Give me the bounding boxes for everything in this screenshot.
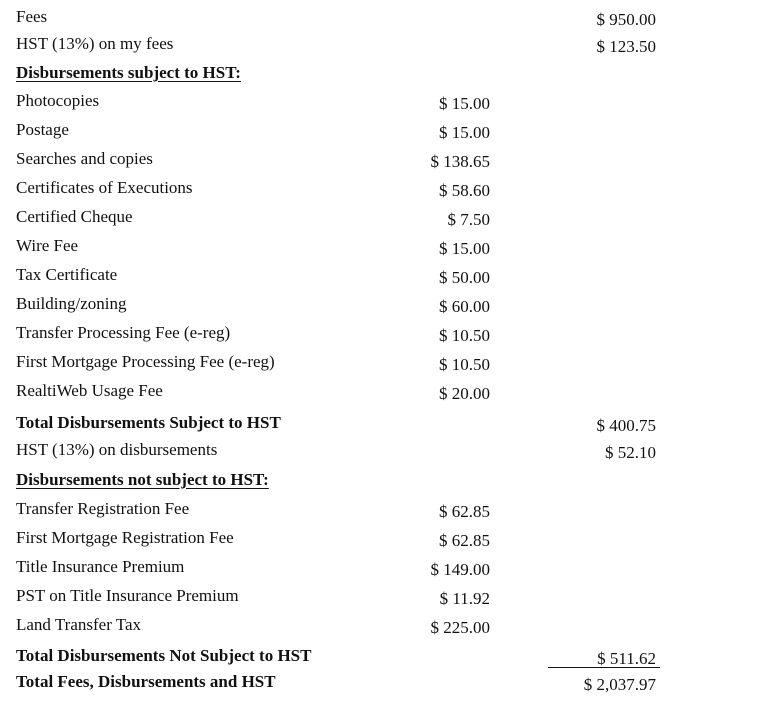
item-amount: $ 149.00 [430,560,490,579]
taxable-item [0,320,764,346]
nontaxable-item [0,612,764,638]
item-amount: $ 15.00 [439,239,490,258]
item-label: First Mortgage Processing Fee (e-reg) [16,352,275,371]
fees-label: Fees [16,7,48,26]
taxable-item [0,233,764,259]
item-label: RealtiWeb Usage Fee [16,381,163,400]
item-label: Searches and copies [16,149,153,168]
taxable-hst-label: HST (13%) on disbursements [16,440,218,459]
item-label: Building/zoning [16,294,127,313]
item-label: Title Insurance Premium [16,557,185,576]
taxable-total-amount: $ 400.75 [596,416,656,435]
total-rule [548,667,660,668]
nontaxable-total-row [0,643,764,669]
item-amount: $ 62.85 [439,502,490,521]
item-label: Certified Cheque [16,207,133,226]
item-amount: $ 138.65 [430,152,490,171]
fees-row [0,4,764,30]
item-amount: $ 50.00 [439,268,490,287]
nontaxable-item [0,583,764,609]
nontaxable-item [0,525,764,551]
item-label: Transfer Processing Fee (e-reg) [16,323,231,342]
taxable-item [0,204,764,230]
item-label: PST on Title Insurance Premium [16,586,239,605]
taxable-item [0,117,764,143]
item-label: Land Transfer Tax [16,615,142,634]
item-amount: $ 10.50 [439,355,490,374]
item-amount: $ 58.60 [439,181,490,200]
item-amount: $ 10.50 [439,326,490,345]
item-amount: $ 60.00 [439,297,490,316]
nontaxable-heading-row [0,467,764,493]
item-amount: $ 62.85 [439,531,490,550]
item-amount: $ 7.50 [447,210,490,229]
nontaxable-total-label: Total Disbursements Not Subject to HST [16,646,312,665]
item-amount: $ 15.00 [439,123,490,142]
item-amount: $ 15.00 [439,94,490,113]
taxable-hst-row [0,437,764,463]
taxable-heading-row [0,60,764,86]
taxable-item [0,262,764,288]
item-label: Photocopies [16,91,100,110]
taxable-item [0,349,764,375]
item-label: Transfer Registration Fee [16,499,190,518]
grand-total-amount: $ 2,037.97 [583,675,656,694]
nontaxable-total-amount: $ 511.62 [597,649,656,668]
nontaxable-heading: Disbursements not subject to HST: [16,470,269,489]
taxable-hst-amount: $ 52.10 [605,443,656,462]
hst-fees-label: HST (13%) on my fees [16,34,174,53]
grand-total-row [0,669,764,695]
grand-total-label: Total Fees, Disbursements and HST [16,672,276,691]
nontaxable-item [0,496,764,522]
item-amount: $ 11.92 [439,589,490,608]
item-label: First Mortgage Registration Fee [16,528,234,547]
fees-amount: $ 950.00 [596,10,656,29]
hst-fees-row [0,31,764,57]
taxable-item [0,88,764,114]
taxable-total-label: Total Disbursements Subject to HST [16,413,281,432]
item-label: Postage [16,120,69,139]
taxable-item [0,378,764,404]
taxable-heading: Disbursements subject to HST: [16,63,241,82]
item-label: Tax Certificate [16,265,118,284]
item-amount: $ 20.00 [439,384,490,403]
item-label: Certificates of Executions [16,178,193,197]
taxable-item [0,146,764,172]
item-amount: $ 225.00 [430,618,490,637]
nontaxable-item [0,554,764,580]
taxable-item [0,175,764,201]
taxable-item [0,291,764,317]
hst-fees-amount: $ 123.50 [596,37,656,56]
taxable-total-row [0,410,764,436]
item-label: Wire Fee [16,236,79,255]
